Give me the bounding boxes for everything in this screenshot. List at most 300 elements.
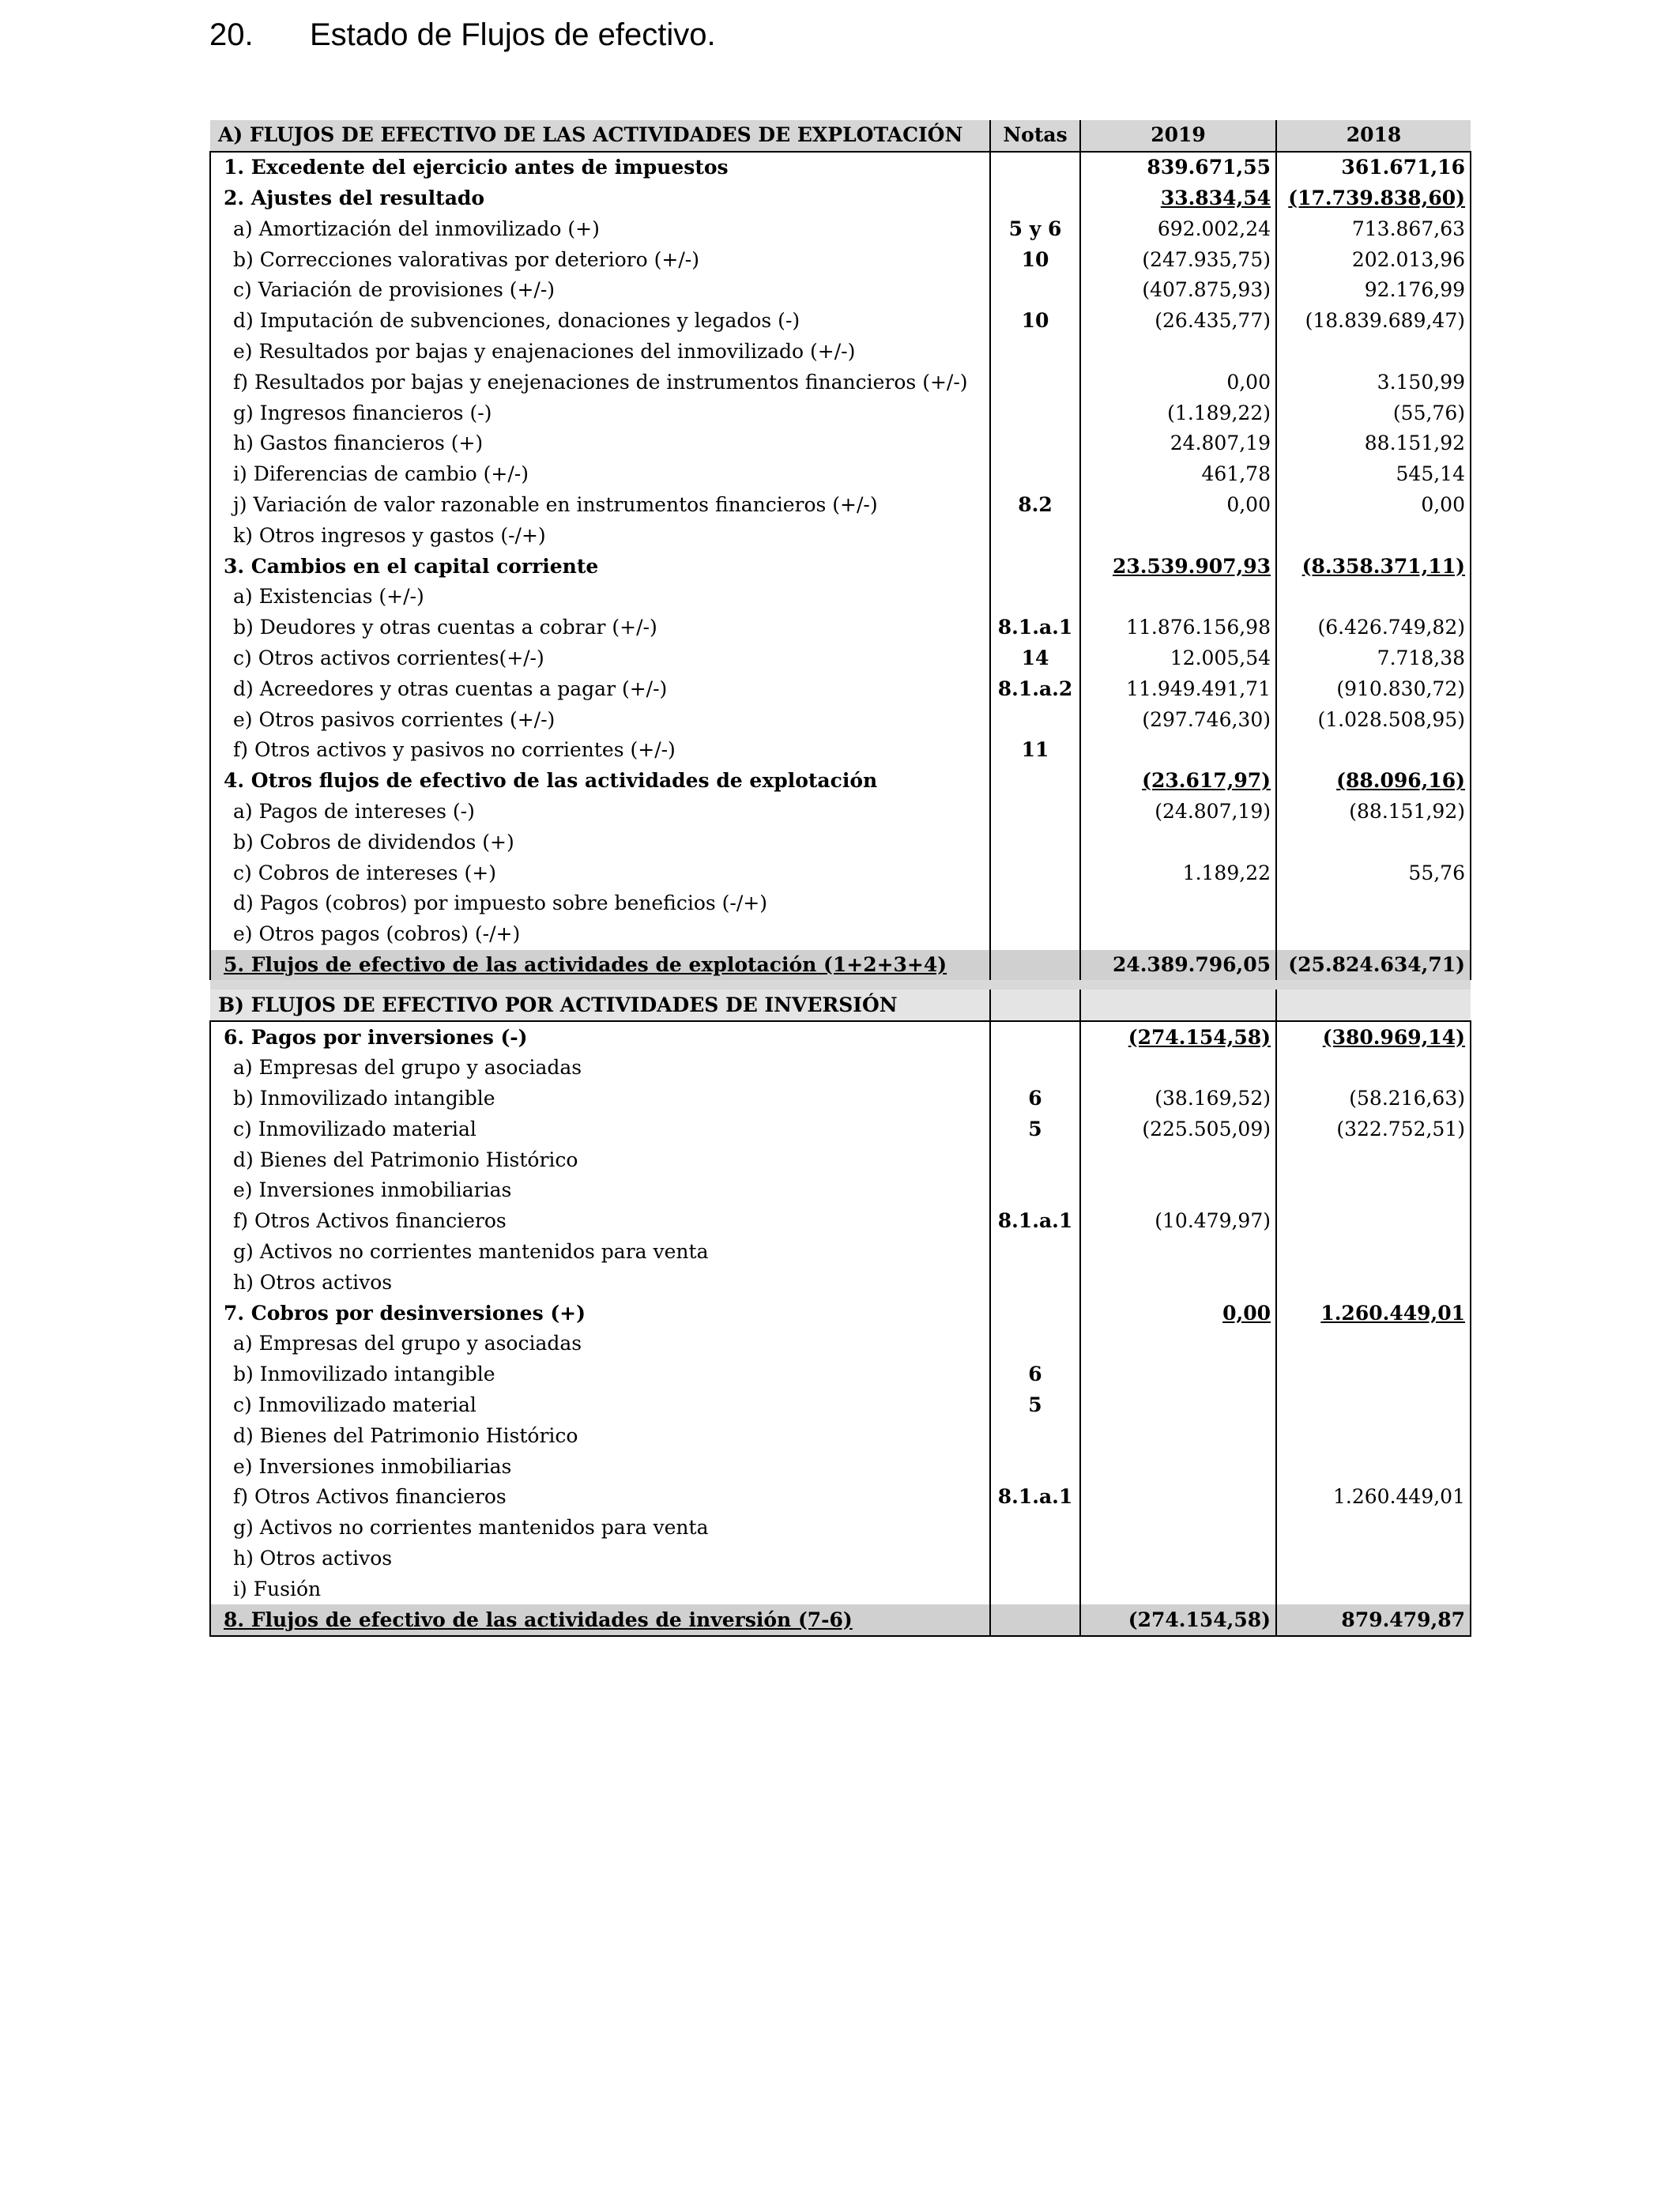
- row-value-2019-text: 12.005,54: [1170, 646, 1271, 669]
- row-label: [210, 858, 990, 888]
- row-note-text: 14: [1021, 646, 1049, 669]
- row-label-text: e) Otros pagos (cobros) (-/+): [233, 922, 521, 946]
- row-value-2019: [1080, 1420, 1276, 1451]
- subtotal-row: [210, 766, 1471, 797]
- row-value-2019: [1080, 213, 1276, 244]
- col-notes-header: Notas: [990, 120, 1080, 152]
- row-value-2019: [1080, 797, 1276, 827]
- row-label: [210, 1053, 990, 1084]
- row-value-2018-text: (910.830,72): [1336, 677, 1465, 700]
- row-label-text: g) Ingresos financieros (-): [233, 401, 492, 424]
- subtotal-row: [210, 183, 1471, 214]
- table-row: [210, 1329, 1471, 1359]
- row-label: [210, 950, 990, 981]
- row-value-2018-text: 1.260.449,01: [1333, 1485, 1465, 1509]
- row-value-2018-text: 713.867,63: [1351, 217, 1465, 240]
- row-value-2019: [1080, 398, 1276, 428]
- row-value-2018: [1276, 367, 1471, 398]
- row-label: [210, 1329, 990, 1359]
- row-label-text: d) Pagos (cobros) por impuesto sobre beneficios (-/+): [233, 892, 768, 915]
- row-value-2019: [1080, 1574, 1276, 1604]
- row-value-2018: [1276, 1574, 1471, 1604]
- table-row: [210, 582, 1471, 613]
- row-note: [990, 1420, 1080, 1451]
- row-label: [210, 1298, 990, 1329]
- row-label-text: g) Activos no corrientes mantenidos para venta: [233, 1240, 709, 1264]
- row-value-2018: [1276, 1329, 1471, 1359]
- row-value-2018: [1276, 520, 1471, 551]
- row-label-text: c) Cobros de intereses (+): [233, 861, 496, 884]
- row-value-2018-text: (58.216,63): [1349, 1087, 1465, 1110]
- row-note: [990, 459, 1080, 490]
- section-a-body: [210, 120, 1471, 980]
- row-label: [210, 1267, 990, 1298]
- row-value-2019: [1080, 306, 1276, 337]
- row-note: [990, 1390, 1080, 1421]
- row-value-2019-text: (225.505,09): [1142, 1117, 1271, 1140]
- row-label: [210, 183, 990, 214]
- row-value-2019: [1080, 337, 1276, 368]
- subtotal-row: [210, 551, 1471, 582]
- table-row: [210, 1175, 1471, 1206]
- row-value-2019-text: (247.935,75): [1142, 247, 1271, 271]
- table-row: [210, 1206, 1471, 1237]
- row-label: [210, 1237, 990, 1268]
- row-value-2019-text: (274.154,58): [1128, 1608, 1271, 1631]
- row-value-2018: [1276, 1053, 1471, 1084]
- row-value-2019-text: 461,78: [1201, 462, 1271, 486]
- row-label: [210, 337, 990, 368]
- row-label-text: i) Fusión: [233, 1577, 322, 1600]
- row-value-2018-text: 361.671,16: [1341, 156, 1465, 179]
- row-label-text: j) Variación de valor razonable en instrumentos financieros (+/-): [233, 492, 878, 516]
- row-value-2019: [1080, 766, 1276, 797]
- row-value-2018: [1276, 244, 1471, 275]
- row-label-text: f) Otros Activos financieros: [233, 1209, 507, 1233]
- row-label: [210, 367, 990, 398]
- table-row: [210, 797, 1471, 827]
- row-note-text: 8.2: [1018, 492, 1053, 516]
- row-note: [990, 1329, 1080, 1359]
- section-gap: [210, 980, 1471, 990]
- row-value-2019: [1080, 1329, 1276, 1359]
- row-value-2019: [1080, 244, 1276, 275]
- row-value-2018: [1276, 1451, 1471, 1482]
- row-note-text: 10: [1021, 309, 1049, 333]
- row-label-text: b) Deudores y otras cuentas a cobrar (+/-): [233, 616, 657, 639]
- row-value-2019-text: (1.189,22): [1167, 401, 1271, 424]
- row-value-2018: [1276, 1604, 1471, 1636]
- row-value-2018: [1276, 459, 1471, 490]
- table-row: [210, 643, 1471, 674]
- row-value-2018: [1276, 613, 1471, 643]
- row-value-2018: [1276, 1175, 1471, 1206]
- section-b-notes-cell: [990, 990, 1080, 1021]
- row-note-text: 8.1.a.1: [997, 616, 1073, 639]
- row-value-2018: [1276, 490, 1471, 521]
- row-value-2018: [1276, 1144, 1471, 1175]
- col-2019-header: 2019: [1080, 120, 1276, 152]
- table-row: [210, 520, 1471, 551]
- row-value-2019: [1080, 1206, 1276, 1237]
- row-value-2019-text: 11.876.156,98: [1126, 616, 1271, 639]
- row-label-text: k) Otros ingresos y gastos (-/+): [233, 523, 546, 547]
- row-value-2019: [1080, 613, 1276, 643]
- row-value-2018-text: 202.013,96: [1351, 247, 1465, 271]
- row-label-text: e) Resultados por bajas y enajenaciones del inmovilizado (+/-): [233, 339, 856, 363]
- row-label: [210, 275, 990, 306]
- section-b-title: B) FLUJOS DE EFECTIVO POR ACTIVIDADES DE INVERSIÓN: [210, 990, 990, 1021]
- row-value-2018: [1276, 1390, 1471, 1421]
- row-note: [990, 1021, 1080, 1053]
- row-value-2018-text: (8.358.371,11): [1301, 554, 1465, 578]
- section-b-header: [210, 990, 1471, 1021]
- row-value-2018: [1276, 337, 1471, 368]
- row-note: [990, 520, 1080, 551]
- row-note-text: 6: [1028, 1363, 1042, 1386]
- row-value-2019: [1080, 1544, 1276, 1574]
- row-value-2018: [1276, 398, 1471, 428]
- row-label: [210, 1451, 990, 1482]
- row-value-2018: [1276, 797, 1471, 827]
- section-b-2019-cell: [1080, 990, 1276, 1021]
- table-row: [210, 1574, 1471, 1604]
- subtotal-row: [210, 1298, 1471, 1329]
- row-value-2019-text: (23.617,97): [1142, 769, 1271, 793]
- table-row: [210, 428, 1471, 459]
- row-value-2019: [1080, 704, 1276, 735]
- row-note: [990, 735, 1080, 766]
- row-label: [210, 766, 990, 797]
- row-note-text: 5: [1028, 1117, 1042, 1140]
- row-label-text: g) Activos no corrientes mantenidos para venta: [233, 1516, 709, 1540]
- row-value-2018: [1276, 1084, 1471, 1114]
- row-value-2018: [1276, 735, 1471, 766]
- table-row: [210, 1084, 1471, 1114]
- row-note: [990, 1144, 1080, 1175]
- row-value-2018: [1276, 428, 1471, 459]
- row-note: [990, 275, 1080, 306]
- row-value-2019: [1080, 152, 1276, 183]
- row-value-2018: [1276, 1114, 1471, 1145]
- row-value-2018-text: 0,00: [1421, 492, 1465, 516]
- row-label: [210, 520, 990, 551]
- row-label-text: d) Acreedores y otras cuentas a pagar (+/-): [233, 677, 668, 700]
- table-row: [210, 275, 1471, 306]
- row-label-text: d) Imputación de subvenciones, donaciones y legados (-): [233, 309, 800, 333]
- row-value-2019: [1080, 490, 1276, 521]
- row-note: [990, 1175, 1080, 1206]
- table-row: [210, 735, 1471, 766]
- row-value-2018: [1276, 1206, 1471, 1237]
- row-label: [210, 582, 990, 613]
- row-label-text: c) Inmovilizado material: [233, 1393, 477, 1417]
- row-value-2018: [1276, 1267, 1471, 1298]
- table-row: [210, 1144, 1471, 1175]
- row-value-2018: [1276, 1420, 1471, 1451]
- row-note: [990, 950, 1080, 981]
- row-value-2018: [1276, 213, 1471, 244]
- table-row: [210, 1544, 1471, 1574]
- row-note: [990, 367, 1080, 398]
- row-label: [210, 152, 990, 183]
- row-label: [210, 1390, 990, 1421]
- table-row: [210, 1237, 1471, 1268]
- row-label: [210, 1144, 990, 1175]
- row-note: [990, 1544, 1080, 1574]
- row-value-2018-text: (88.096,16): [1336, 769, 1465, 793]
- row-label-text: a) Empresas del grupo y asociadas: [233, 1332, 582, 1355]
- row-label: [210, 919, 990, 950]
- row-label-text: 7. Cobros por desinversiones (+): [224, 1301, 586, 1325]
- row-note-text: 8.1.a.2: [997, 677, 1073, 700]
- row-value-2018-text: 92.176,99: [1364, 278, 1465, 302]
- row-value-2018: [1276, 152, 1471, 183]
- table-row: [210, 1420, 1471, 1451]
- row-value-2018-text: 1.260.449,01: [1320, 1301, 1465, 1325]
- row-note: [990, 1513, 1080, 1544]
- row-value-2019-text: 23.539.907,93: [1112, 554, 1271, 578]
- row-label-text: e) Otros pasivos corrientes (+/-): [233, 707, 556, 731]
- section-a-header: [210, 120, 1471, 152]
- row-note: [990, 1482, 1080, 1513]
- row-label: [210, 1420, 990, 1451]
- row-note: [990, 213, 1080, 244]
- col-2018-header: 2018: [1276, 120, 1471, 152]
- row-note: [990, 613, 1080, 643]
- row-value-2018: [1276, 888, 1471, 919]
- row-label-text: c) Variación de provisiones (+/-): [233, 278, 556, 302]
- row-value-2018: [1276, 950, 1471, 981]
- row-note-text: 10: [1021, 247, 1049, 271]
- row-note: [990, 1084, 1080, 1114]
- row-value-2019: [1080, 459, 1276, 490]
- row-label-text: h) Gastos financieros (+): [233, 432, 484, 455]
- row-label: [210, 459, 990, 490]
- row-value-2019: [1080, 1298, 1276, 1329]
- row-value-2019-text: 24.807,19: [1170, 432, 1271, 455]
- row-value-2019: [1080, 858, 1276, 888]
- row-value-2018-text: 3.150,99: [1377, 370, 1465, 394]
- row-note: [990, 1114, 1080, 1145]
- row-label: [210, 1206, 990, 1237]
- row-value-2019: [1080, 520, 1276, 551]
- row-note: [990, 398, 1080, 428]
- row-label: [210, 1114, 990, 1145]
- section-b-2018-cell: [1276, 990, 1471, 1021]
- row-value-2019: [1080, 1267, 1276, 1298]
- row-note: [990, 152, 1080, 183]
- cash-flow-table: [209, 120, 1471, 1637]
- table-row: [210, 888, 1471, 919]
- row-value-2019: [1080, 735, 1276, 766]
- row-value-2018: [1276, 1513, 1471, 1544]
- row-label: [210, 1084, 990, 1114]
- row-label-text: 3. Cambios en el capital corriente: [224, 554, 599, 578]
- row-note: [990, 1451, 1080, 1482]
- row-note: [990, 428, 1080, 459]
- row-value-2019: [1080, 1237, 1276, 1268]
- row-value-2019: [1080, 1053, 1276, 1084]
- row-value-2018-text: (18.839.689,47): [1305, 309, 1465, 333]
- row-note: [990, 1298, 1080, 1329]
- row-value-2018-text: (55,76): [1392, 401, 1465, 424]
- row-value-2019-text: 0,00: [1222, 1301, 1271, 1325]
- table-row: [210, 367, 1471, 398]
- table-row: [210, 1114, 1471, 1145]
- row-note: [990, 337, 1080, 368]
- row-value-2019: [1080, 551, 1276, 582]
- row-value-2019-text: 692.002,24: [1157, 217, 1271, 240]
- row-note: [990, 490, 1080, 521]
- table-row: [210, 490, 1471, 521]
- row-note: [990, 1053, 1080, 1084]
- table-row: [210, 213, 1471, 244]
- row-value-2018: [1276, 1298, 1471, 1329]
- section-spacer: [210, 980, 1471, 990]
- row-value-2018: [1276, 1021, 1471, 1053]
- row-label-text: b) Cobros de dividendos (+): [233, 830, 514, 854]
- row-value-2019: [1080, 1513, 1276, 1544]
- row-value-2019: [1080, 643, 1276, 674]
- row-note-text: 5 y 6: [1008, 217, 1062, 240]
- row-value-2019: [1080, 1604, 1276, 1636]
- row-label: [210, 613, 990, 643]
- row-value-2019-text: 33.834,54: [1160, 186, 1271, 209]
- row-value-2019-text: (24.807,19): [1155, 799, 1271, 823]
- row-value-2019: [1080, 582, 1276, 613]
- row-value-2019-text: (407.875,93): [1142, 278, 1271, 302]
- row-note: [990, 183, 1080, 214]
- row-value-2018-text: 545,14: [1396, 462, 1465, 486]
- table-row: [210, 1482, 1471, 1513]
- subtotal-row: [210, 152, 1471, 183]
- row-value-2018: [1276, 306, 1471, 337]
- table-row: [210, 244, 1471, 275]
- row-label: [210, 213, 990, 244]
- row-label: [210, 1574, 990, 1604]
- row-label-text: 8. Flujos de efectivo de las actividades de inversión (7-6): [224, 1608, 853, 1631]
- row-label-text: b) Correcciones valorativas por deterioro (+/-): [233, 247, 699, 271]
- row-value-2019-text: 24.389.796,05: [1112, 952, 1271, 976]
- table-row: [210, 306, 1471, 337]
- row-note: [990, 827, 1080, 858]
- table-row: [210, 673, 1471, 704]
- row-label-text: h) Otros activos: [233, 1547, 393, 1570]
- table-row: [210, 919, 1471, 950]
- row-value-2019: [1080, 827, 1276, 858]
- row-value-2019-text: 0,00: [1226, 370, 1271, 394]
- table-row: [210, 1053, 1471, 1084]
- row-label-text: f) Resultados por bajas y enejenaciones de instrumentos financieros (+/-): [233, 370, 968, 394]
- total-row: [210, 1604, 1471, 1636]
- row-label-text: f) Otros Activos financieros: [233, 1485, 507, 1509]
- row-label-text: d) Bienes del Patrimonio Histórico: [233, 1423, 578, 1447]
- row-label-text: d) Bienes del Patrimonio Histórico: [233, 1148, 578, 1171]
- row-value-2018: [1276, 858, 1471, 888]
- row-label: [210, 490, 990, 521]
- row-label-text: f) Otros activos y pasivos no corrientes (+/-): [233, 738, 676, 762]
- row-note: [990, 888, 1080, 919]
- row-label-text: c) Otros activos corrientes(+/-): [233, 646, 544, 669]
- row-note: [990, 551, 1080, 582]
- row-value-2019: [1080, 1482, 1276, 1513]
- row-note: [990, 766, 1080, 797]
- row-value-2019: [1080, 1114, 1276, 1145]
- row-note: [990, 1359, 1080, 1390]
- row-label: [210, 735, 990, 766]
- row-note: [990, 1206, 1080, 1237]
- row-note: [990, 919, 1080, 950]
- row-value-2019-text: (297.746,30): [1142, 707, 1271, 731]
- table-row: [210, 398, 1471, 428]
- row-label-text: i) Diferencias de cambio (+/-): [233, 462, 529, 486]
- row-value-2019-text: 11.949.491,71: [1126, 677, 1271, 700]
- row-value-2019-text: (26.435,77): [1155, 309, 1271, 333]
- row-value-2018-text: (322.752,51): [1336, 1117, 1465, 1140]
- row-note-text: 8.1.a.1: [997, 1485, 1073, 1509]
- row-label: [210, 1604, 990, 1636]
- section-b-body: [210, 990, 1471, 1636]
- row-label-text: b) Inmovilizado intangible: [233, 1087, 495, 1110]
- row-note-text: 8.1.a.1: [997, 1209, 1073, 1233]
- row-label: [210, 704, 990, 735]
- row-value-2019-text: 1.189,22: [1182, 861, 1271, 884]
- row-value-2018: [1276, 1482, 1471, 1513]
- row-value-2019: [1080, 1175, 1276, 1206]
- heading-title: Estado de Flujos de efectivo.: [310, 17, 716, 52]
- row-value-2018-text: 88.151,92: [1364, 432, 1465, 455]
- row-label: [210, 643, 990, 674]
- row-value-2019-text: (10.479,97): [1155, 1209, 1271, 1233]
- table-row: [210, 704, 1471, 735]
- table-row: [210, 337, 1471, 368]
- row-value-2019-text: 0,00: [1226, 492, 1271, 516]
- row-label: [210, 673, 990, 704]
- row-note-text: 11: [1021, 738, 1049, 762]
- row-value-2019: [1080, 428, 1276, 459]
- row-value-2018-text: 7.718,38: [1377, 646, 1465, 669]
- row-note: [990, 704, 1080, 735]
- row-value-2018: [1276, 1544, 1471, 1574]
- row-label-text: a) Empresas del grupo y asociadas: [233, 1056, 582, 1080]
- row-note: [990, 244, 1080, 275]
- page-heading: [209, 17, 716, 53]
- row-label: [210, 1482, 990, 1513]
- table-row: [210, 1390, 1471, 1421]
- section-a-title: A) FLUJOS DE EFECTIVO DE LAS ACTIVIDADES DE EXPLOTACIÓN: [210, 120, 990, 152]
- row-label-text: 1. Excedente del ejercicio antes de impuestos: [224, 156, 729, 179]
- row-value-2018-text: 55,76: [1408, 861, 1465, 884]
- total-row: [210, 950, 1471, 981]
- row-label: [210, 797, 990, 827]
- row-value-2019-text: (274.154,58): [1128, 1025, 1271, 1049]
- row-label-text: e) Inversiones inmobiliarias: [233, 1178, 512, 1202]
- row-value-2019: [1080, 1359, 1276, 1390]
- row-label: [210, 428, 990, 459]
- table-row: [210, 459, 1471, 490]
- row-note: [990, 797, 1080, 827]
- row-label: [210, 1021, 990, 1053]
- row-value-2019: [1080, 1021, 1276, 1053]
- row-label: [210, 1513, 990, 1544]
- row-value-2018-text: (6.426.749,82): [1317, 616, 1465, 639]
- row-label: [210, 1544, 990, 1574]
- row-value-2018: [1276, 275, 1471, 306]
- row-value-2019: [1080, 673, 1276, 704]
- row-value-2018-text: 879.479,87: [1341, 1608, 1465, 1631]
- row-note: [990, 858, 1080, 888]
